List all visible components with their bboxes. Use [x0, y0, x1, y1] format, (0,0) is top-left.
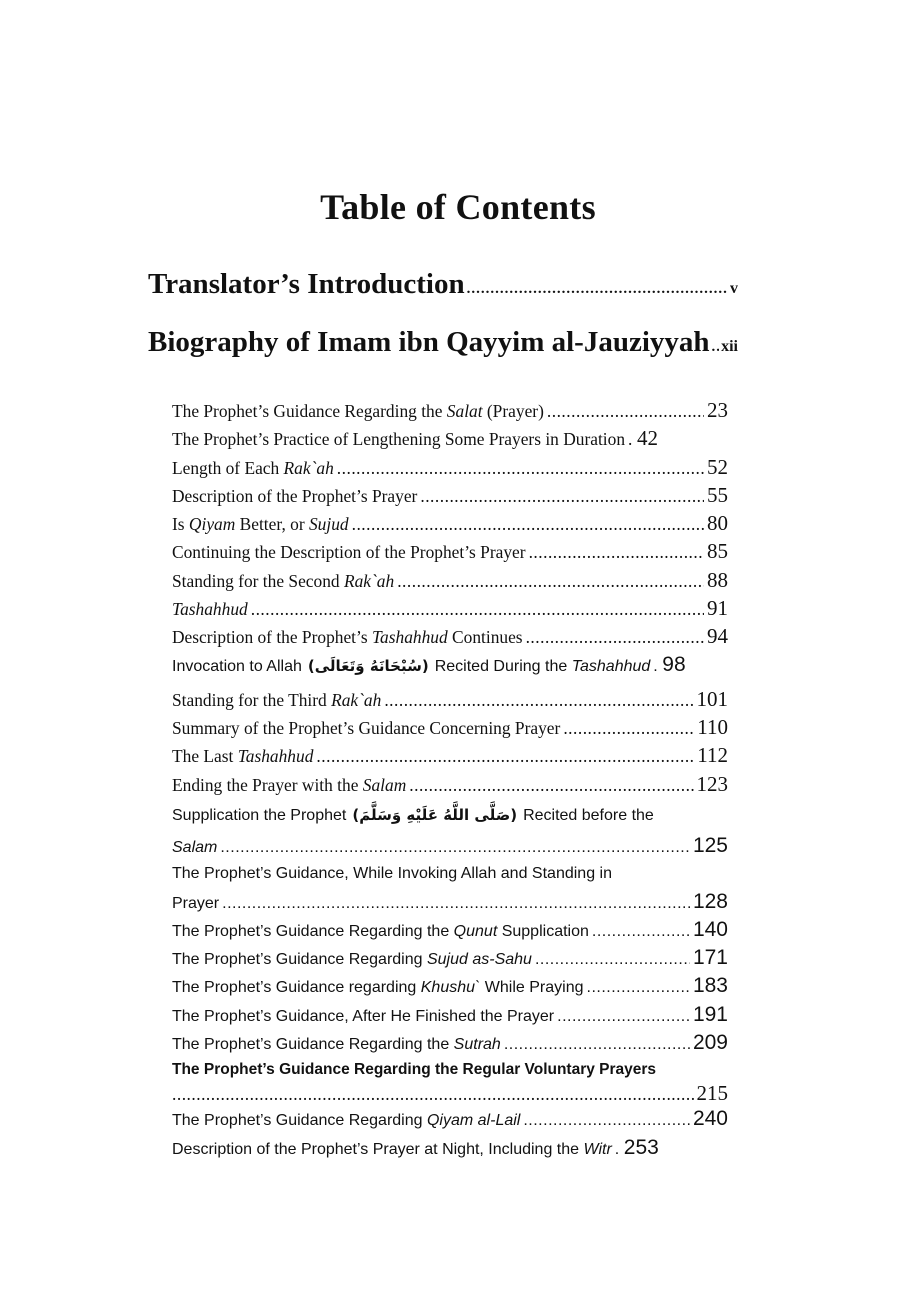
entry-title: Invocation to Allah (سُبْحَانَهُ وَتَعَالَى) Recited During the Tashahhud [172, 656, 651, 675]
toc-entry-list [172, 398, 728, 1164]
dot-leader [420, 484, 704, 508]
entry-page: 183 [692, 974, 728, 998]
dot-leader [352, 512, 704, 536]
dot-leader [409, 773, 693, 797]
entry-title: The Prophet’s Guidance Regarding Qiyam al-Lail [172, 1112, 521, 1130]
toc-entry [172, 743, 728, 771]
section-page: v [730, 280, 738, 297]
entry-title: Tashahhud [172, 599, 248, 620]
dot-leader [535, 948, 690, 972]
entry-page: 125 [692, 833, 728, 857]
toc-entry [172, 539, 728, 567]
entry-title: The Prophet’s Guidance regarding Khushu` While Praying [172, 979, 584, 997]
dot-leader [587, 976, 690, 1000]
toc-entry [172, 800, 728, 862]
toc-entry [172, 1136, 728, 1164]
entry-page: 215 [696, 1081, 728, 1106]
entry-title: The Prophet’s Guidance Regarding the Sutrah [172, 1036, 501, 1054]
entry-title: The Prophet’s Guidance Regarding Sujud as-Sahu [172, 951, 532, 969]
entry-title: Standing for the Second Rak`ah [172, 570, 395, 591]
entry-page: 110 [697, 714, 728, 739]
entry-title-line: The Prophet’s Guidance Regarding the Regular Voluntary Prayers [172, 1061, 657, 1079]
entry-title: Standing for the Third Rak`ah [172, 689, 382, 710]
entry-title-line: Supplication the Prophet (صَلَّى اللَّهُ عَلَيْهِ وَسَلَّمَ) Recited before the [172, 805, 654, 824]
entry-page: 171 [692, 946, 728, 970]
toc-entry [172, 715, 728, 743]
entry-page: 98 [662, 652, 686, 676]
toc-entry [172, 1107, 728, 1135]
toc-entry [172, 596, 728, 624]
entry-title: The Prophet’s Guidance Regarding the Qunut Supplication [172, 922, 589, 940]
entry-title: Description of the Prophet’s Prayer [172, 485, 418, 506]
entry-page: 88 [707, 567, 728, 592]
dot-leader [592, 920, 690, 944]
entry-title: Continuing the Description of the Prophet’s Prayer [172, 542, 526, 563]
entry-title: Description of the Prophet’s Tashahhud Continues [172, 627, 523, 648]
entry-title: Is Qiyam Better, or Sujud [172, 514, 349, 535]
toc-entry [172, 1031, 728, 1059]
dot-leader [397, 569, 704, 593]
spacer [615, 1138, 621, 1162]
entry-page: 128 [692, 889, 728, 913]
dot-leader [547, 399, 704, 423]
entry-title-line: The Prophet’s Guidance, While Invoking Allah and Standing in [172, 864, 612, 882]
dot-leader [384, 688, 693, 712]
toc-entry [172, 946, 728, 974]
entry-title: The Prophet’s Practice of Lengthening Some Prayers in Duration [172, 429, 626, 450]
toc-entry [172, 398, 728, 426]
toc-entry [172, 624, 728, 652]
entry-page: 42 [637, 426, 659, 451]
dot-leader [222, 892, 690, 916]
entry-page: 191 [692, 1002, 728, 1026]
dot-leader [251, 597, 704, 621]
entry-page: 101 [696, 686, 728, 711]
toc-entry [172, 772, 728, 800]
dot-leader [557, 1005, 690, 1029]
dot-leader [220, 836, 690, 860]
dot-leader [504, 1033, 690, 1057]
entry-page: 112 [697, 743, 728, 768]
toc-entry [172, 862, 728, 918]
entry-page: 23 [707, 398, 728, 422]
entry-page: 85 [707, 539, 728, 564]
toc-entry [172, 918, 728, 946]
entry-title: The Last Tashahhud [172, 746, 314, 767]
dot-leader [337, 456, 704, 480]
toc-entry [172, 687, 728, 715]
page-title: Table of Contents [320, 187, 596, 227]
entry-page: 91 [707, 596, 728, 621]
toc-entry [172, 426, 728, 454]
section-title: Biography of Imam ibn Qayyim al-Jauziyyah [148, 326, 710, 358]
arabic-honorific: (صَلَّى اللَّهُ عَلَيْهِ وَسَلَّمَ) [352, 805, 518, 824]
entry-page: 253 [623, 1135, 659, 1159]
toc-entry [172, 653, 728, 687]
entry-title-line [172, 1081, 728, 1107]
entry-page: 80 [707, 511, 728, 536]
entry-title-line: Salam ..... 125 [172, 834, 728, 862]
toc-section-biography [148, 326, 738, 359]
entry-title: Summary of the Prophet’s Guidance Concerning Prayer [172, 717, 561, 738]
toc-entry [172, 1059, 728, 1107]
dot-leader [712, 339, 720, 356]
entry-page: 140 [692, 917, 728, 941]
entry-page: 209 [692, 1031, 728, 1055]
entry-page: 94 [707, 624, 728, 649]
arabic-honorific: (سُبْحَانَهُ وَتَعَالَى) [307, 656, 429, 675]
dot-leader [529, 540, 704, 564]
entry-title: Ending the Prayer with the Salam [172, 774, 407, 795]
toc-entry [172, 511, 728, 539]
entry-page: 52 [707, 454, 728, 479]
entry-page: 240 [692, 1107, 728, 1131]
dot-leader [316, 744, 694, 768]
toc-entry [172, 483, 728, 511]
section-page: xii [721, 338, 738, 355]
spacer [628, 427, 634, 451]
entry-title-line: Prayer ..... 128 [172, 890, 728, 918]
spacer [653, 655, 659, 679]
toc-section-translators-introduction [148, 268, 738, 301]
toc-entry [172, 1003, 728, 1031]
entry-title: Length of Each Rak`ah [172, 457, 334, 478]
toc-entry [172, 974, 728, 1002]
dot-leader [526, 625, 704, 649]
toc-entry [172, 455, 728, 483]
dot-leader [172, 1082, 694, 1106]
entry-title: The Prophet’s Guidance Regarding the Salat (Prayer) [172, 401, 544, 421]
entry-title: Description of the Prophet’s Prayer at Night, Including the Witr [172, 1140, 612, 1158]
entry-page: 55 [707, 482, 728, 507]
entry-title: The Prophet’s Guidance, After He Finished the Prayer [172, 1007, 555, 1025]
dot-leader [563, 716, 694, 740]
section-title: Translator’s Introduction [148, 268, 465, 300]
entry-page: 123 [696, 771, 728, 796]
dot-leader [467, 281, 728, 298]
toc-entry [172, 568, 728, 596]
dot-leader [523, 1109, 690, 1133]
